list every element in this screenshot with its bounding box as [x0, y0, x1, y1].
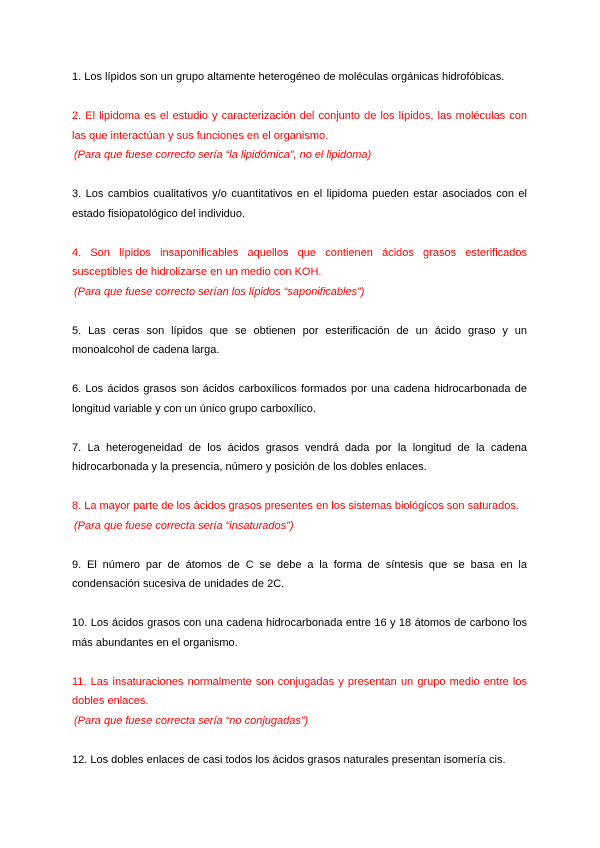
statement-2 [72, 107, 527, 166]
statement-text: 1. Los lípidos son un grupo altamente heterogéneo de moléculas orgánicas hidrofóbicas. [72, 71, 505, 83]
statement-6 [72, 380, 527, 419]
statement-text: 12. Los dobles enlaces de casi todos los ácidos grasos naturales presentan isomería cis. [72, 753, 506, 766]
statement-text: 2. El lipidoma es el estudio y caracterización del conjunto de los lípidos, las moléculas con las que interactúan y sus funciones en el organismo. [72, 110, 527, 142]
statement-8 [72, 497, 527, 536]
correction-note: (Para que fuese correcta sería “no conjugadas”) [74, 714, 309, 727]
statement-text: 11. Las insaturaciones normalmente son conjugadas y presentan un grupo medio entre los dobles enlaces. [72, 675, 527, 707]
statement-text: 8. La mayor parte de los ácidos grasos presentes en los sistemas biológicos son saturados. [72, 500, 519, 512]
statement-text: 5. Las ceras son lípidos que se obtienen por esterificación de un ácido graso y un monoalcohol de cadena larga. [72, 324, 527, 356]
statement-text: 9. El número par de átomos de C se debe a la forma de síntesis que se basa en la condensación sucesiva de unidades de 2C. [72, 558, 527, 590]
statement-7 [72, 439, 527, 478]
statement-9 [72, 556, 527, 595]
statement-11 [72, 673, 527, 732]
statement-text: 10. Los ácidos grasos con una cadena hidrocarbonada entre 16 y 18 átomos de carbono los más abundantes en el organismo. [72, 617, 527, 649]
statement-12 [72, 751, 527, 771]
correction-note: (Para que fuese correcta sería “insaturados”) [74, 519, 294, 532]
statement-1 [72, 68, 527, 88]
statement-text: 7. La heterogeneidad de los ácidos grasos vendrá dada por la longitud de la cadena hidrocarbonada y la presencia, número y posición de los dobles enlaces. [72, 441, 527, 473]
statement-4 [72, 244, 527, 303]
statement-text: 6. Los ácidos grasos son ácidos carboxílicos formados por una cadena hidrocarbonada de longitud variable y con un único grupo carboxílico. [72, 383, 527, 415]
correction-note: (Para que fuese correcto serían los lípidos “saponificables”) [74, 285, 365, 298]
statement-text: 3. Los cambios cualitativos y/o cuantitativos en el lipidoma pueden estar asociados con el estado fisiopatológico del individuo. [72, 188, 527, 220]
statement-10 [72, 614, 527, 653]
statement-text: 4. Son lípidos insaponificables aquellos que contienen ácidos grasos esterificados susceptibles de hidrolizarse en un medio con KOH. [72, 246, 527, 278]
statement-3 [72, 185, 527, 224]
statement-list [72, 68, 527, 770]
statement-5 [72, 322, 527, 361]
correction-note: (Para que fuese correcto sería “la lipidómica”, no el lipidoma) [74, 149, 372, 161]
